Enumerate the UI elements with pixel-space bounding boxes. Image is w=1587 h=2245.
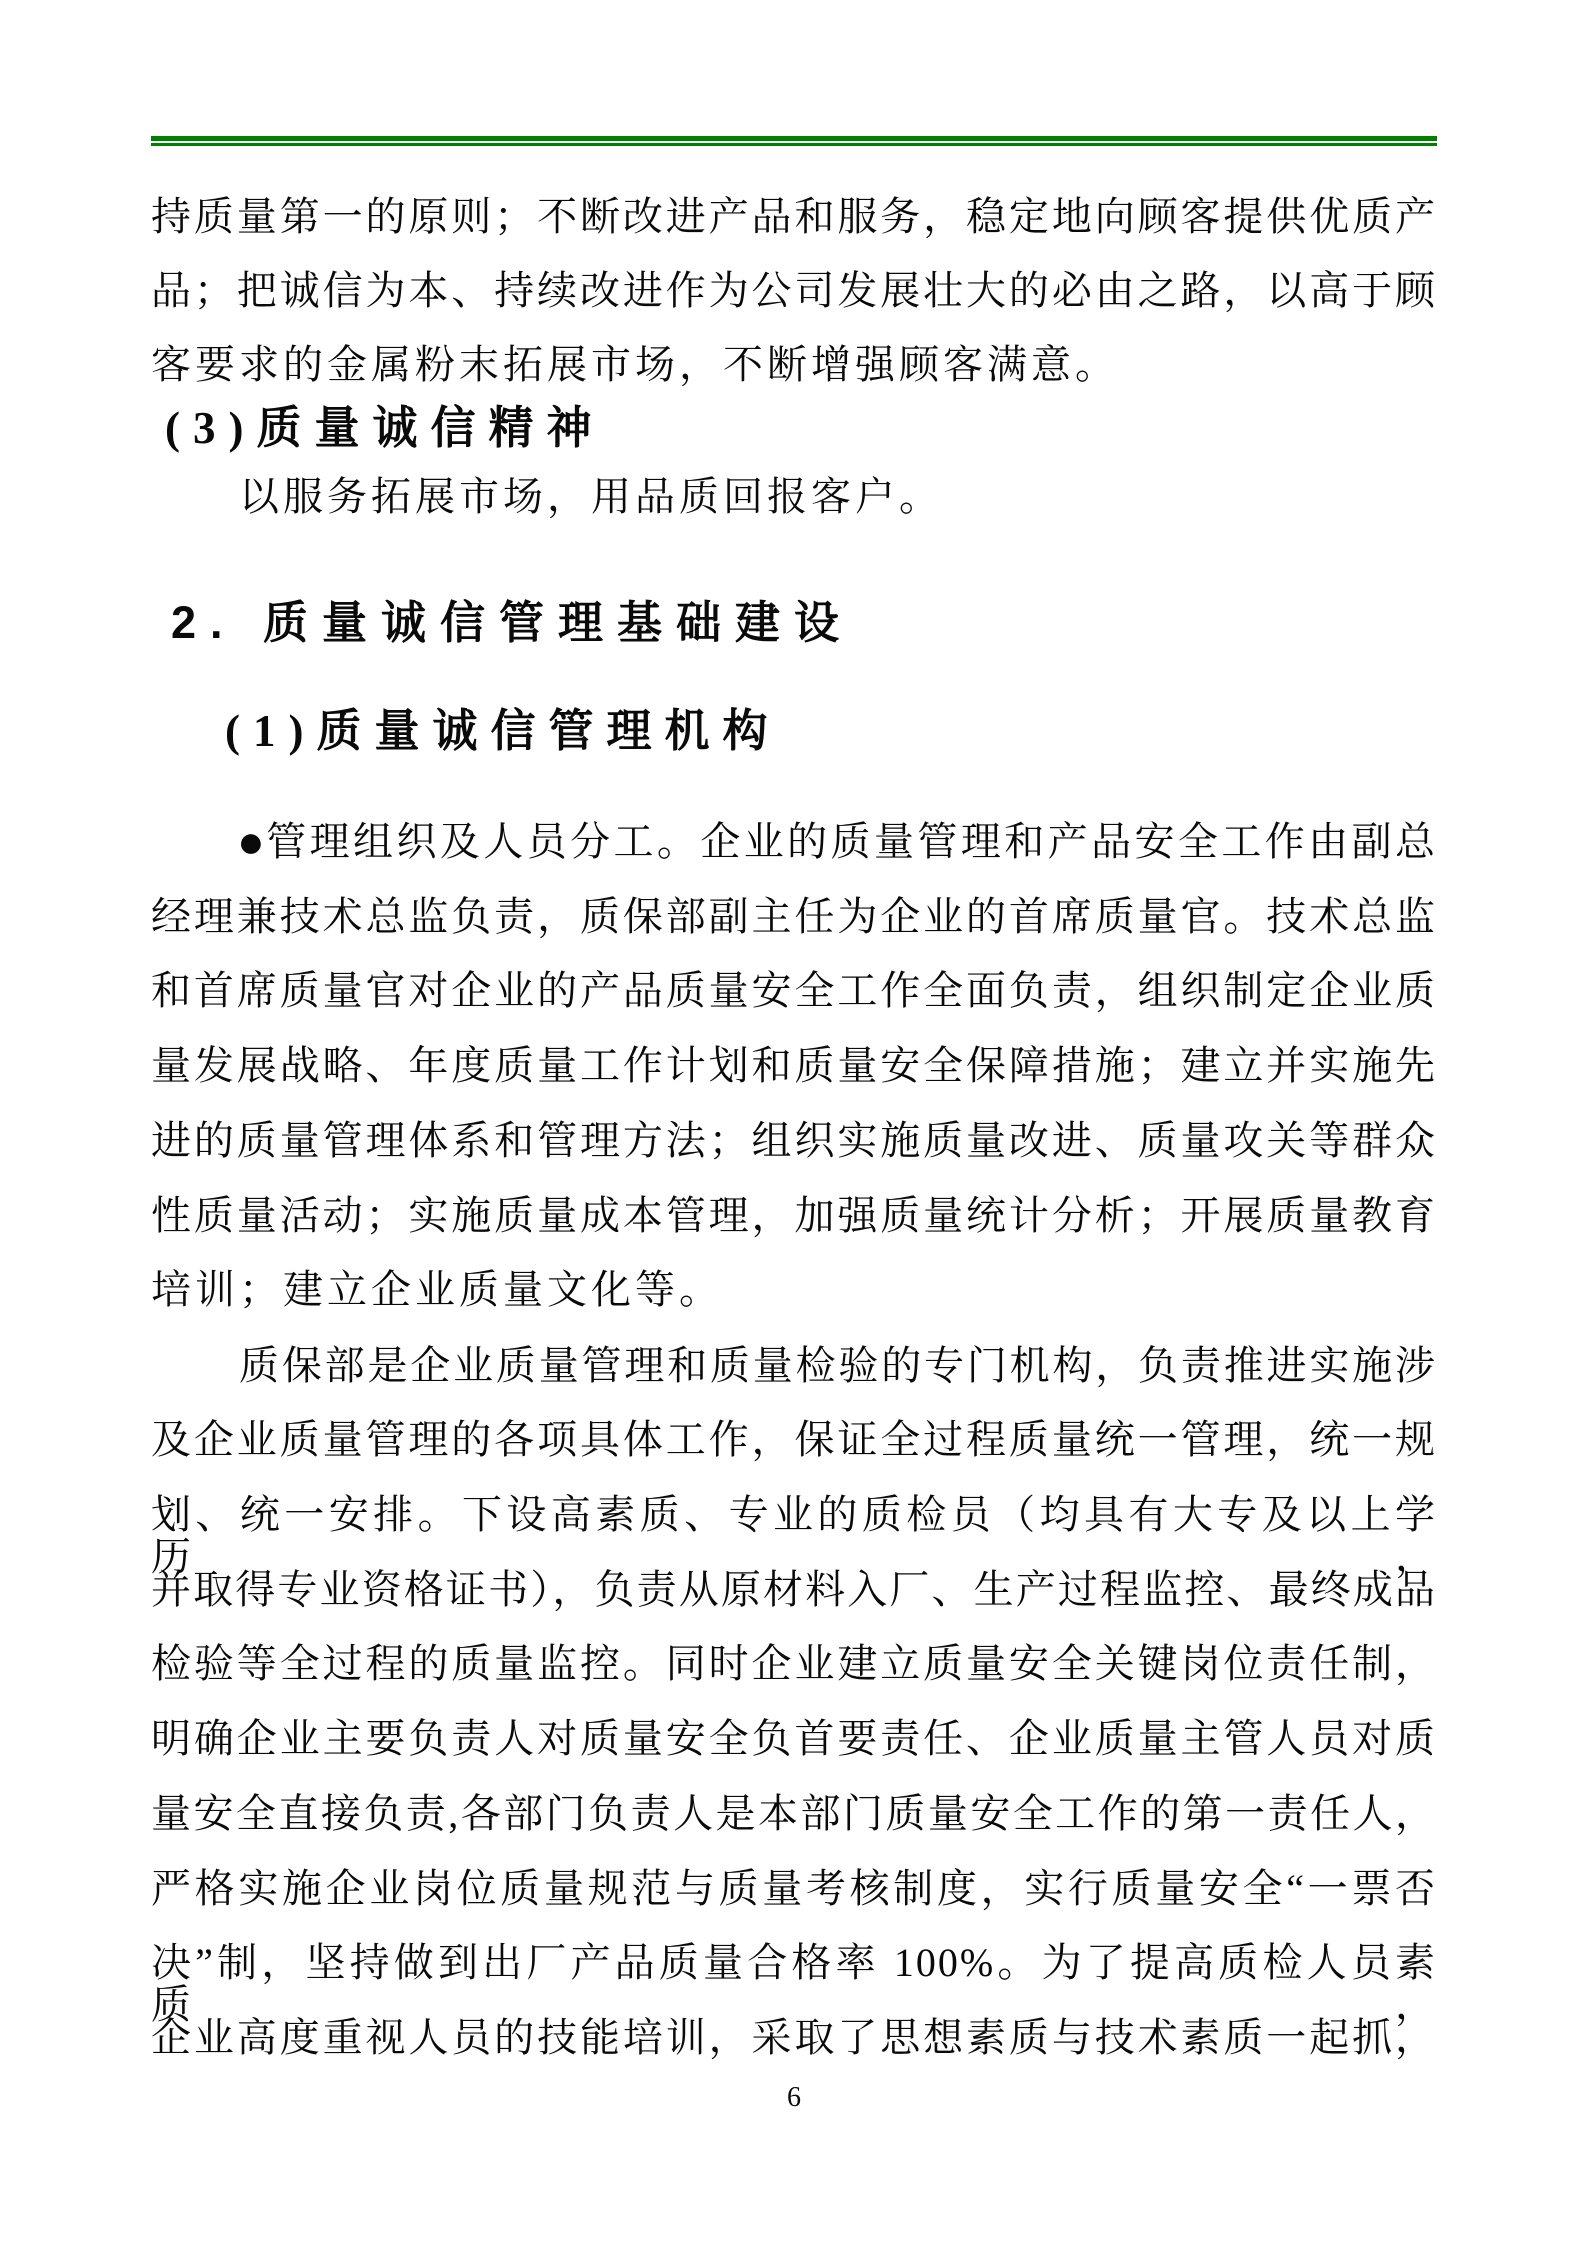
heading-section-2: 2. 质量诚信管理基础建设 [171, 597, 854, 648]
paragraph-org-line: 进的质量管理体系和管理方法；组织实施质量改进、质量攻关等群众 [151, 1118, 1437, 1163]
paragraph-spirit: 以服务拓展市场，用品质回报客户。 [239, 474, 943, 519]
paragraph-org-line: 经理兼技术总监负责，质保部副主任为企业的首席质量官。技术总监 [151, 894, 1437, 939]
paragraph-qa-line: 明确企业主要负责人对质量安全负首要责任、企业质量主管人员对质 [151, 1716, 1437, 1761]
paragraph-qa-line: 划、统一安排。下设高素质、专业的质检员（均具有大专及以上学历， [151, 1492, 1437, 1579]
paragraph-org-line: 量发展战略、年度质量工作计划和质量安全保障措施；建立并实施先 [151, 1043, 1437, 1088]
page-number: 6 [787, 2082, 801, 2113]
paragraph-org-line [151, 816, 1437, 867]
heading-quality-integrity-spirit: (3)质量诚信精神 [165, 403, 605, 453]
paragraph-carryover-line: 客要求的金属粉末拓展市场，不断增强顾客满意。 [151, 342, 1119, 387]
paragraph-qa-line: 质保部是企业质量管理和质量检验的专门机构，负责推进实施涉 [239, 1343, 1437, 1388]
paragraph-org-line: 和首席质量官对企业的产品质量安全工作全面负责，组织制定企业质 [151, 968, 1437, 1013]
paragraph-qa-line: 检验等全过程的质量监控。同时企业建立质量安全关键岗位责任制， [151, 1641, 1437, 1686]
paragraph-qa-line: 并取得专业资格证书），负责从原材料入厂、生产过程监控、最终成品 [151, 1567, 1437, 1612]
header-rule-thin [151, 143, 1437, 146]
paragraph-qa-line: 量安全直接负责,各部门负责人是本部门质量安全工作的第一责任人， [151, 1791, 1437, 1836]
paragraph-qa-line: 及企业质量管理的各项具体工作，保证全过程质量统一管理，统一规 [151, 1417, 1437, 1462]
paragraph-qa-line: 决”制，坚持做到出厂产品质量合格率 100%。为了提高质检人员素质， [151, 1940, 1437, 2027]
paragraph-org-line: 性质量活动；实施质量成本管理，加强质量统计分析；开展质量教育 [151, 1193, 1437, 1238]
paragraph-org-text: 管理组织及人员分工。企业的质量管理和产品安全工作由副总 [266, 819, 1437, 864]
paragraph-qa-line: 严格实施企业岗位质量规范与质量考核制度，实行质量安全“一票否 [151, 1866, 1437, 1911]
paragraph-carryover-line: 品；把诚信为本、持续改进作为公司发展壮大的必由之路，以高于顾 [151, 268, 1437, 313]
paragraph-qa-line: 企业高度重视人员的技能培训，采取了思想素质与技术素质一起抓， [151, 2015, 1437, 2060]
paragraph-carryover-line: 持质量第一的原则；不断改进产品和服务，稳定地向顾客提供优质产 [151, 194, 1437, 239]
heading-subsection-1: (1)质量诚信管理机构 [225, 706, 781, 756]
header-rule-thick [151, 136, 1437, 141]
bullet-icon: ● [237, 816, 267, 867]
paragraph-org-line: 培训；建立企业质量文化等。 [151, 1267, 723, 1312]
